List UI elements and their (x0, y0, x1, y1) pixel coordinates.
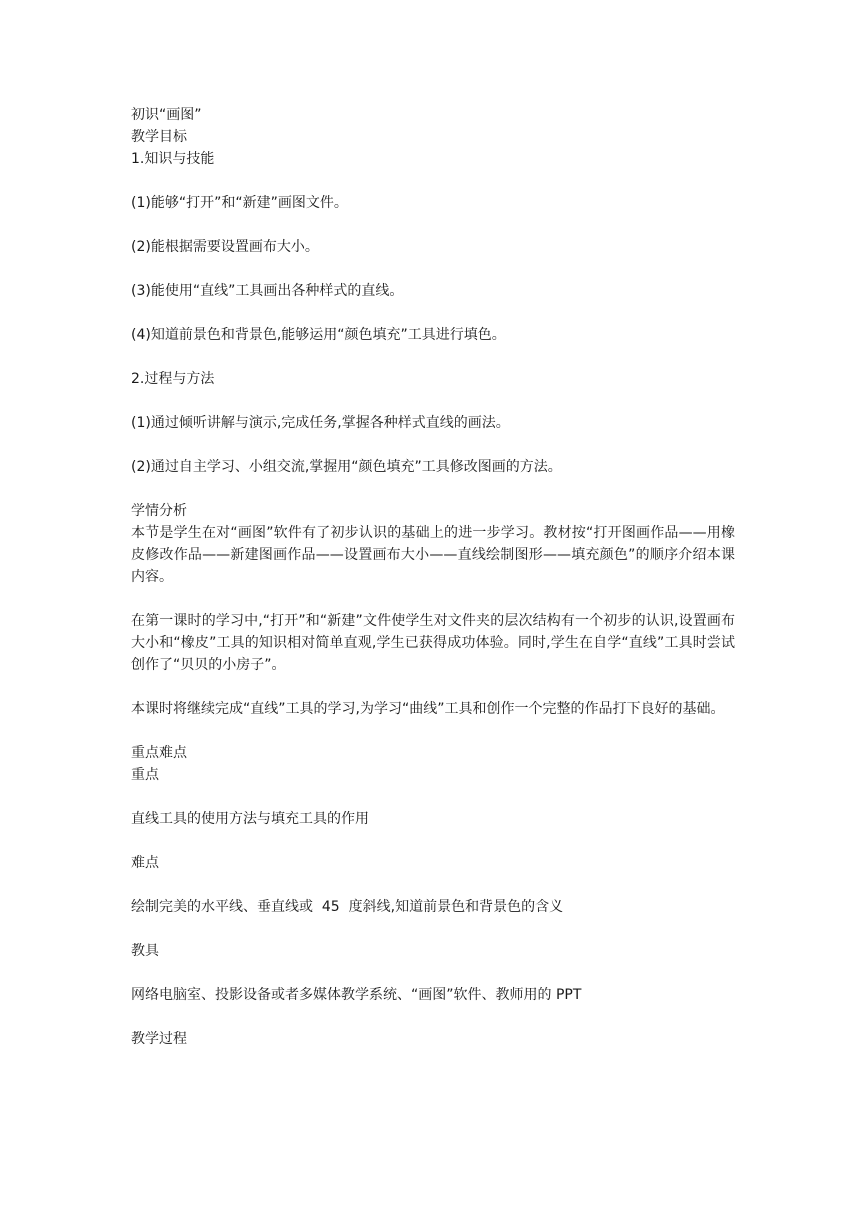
skill-item-4: (4)知道前景色和背景色,能够运用“颜色填充”工具进行填色。 (131, 327, 506, 343)
spacer (131, 720, 735, 742)
section-heading-analysis: 学情分析 (131, 503, 187, 519)
spacer (131, 786, 735, 808)
objective-heading-2: 2.过程与方法 (131, 371, 215, 387)
spacer (131, 588, 735, 610)
spacer (131, 874, 735, 896)
section-heading-key-points: 重点难点 (131, 745, 187, 761)
doc-title: 初识“画图” (131, 107, 202, 123)
objective-heading-1: 1.知识与技能 (131, 151, 215, 167)
spacer (131, 918, 735, 940)
key-point-label: 重点 (131, 767, 159, 783)
skill-item-1: (1)能够“打开”和“新建”画图文件。 (131, 195, 348, 211)
tools-label: 教具 (131, 943, 159, 959)
spacer (131, 390, 735, 412)
method-item-2: (2)通过自主学习、小组交流,掌握用“颜色填充”工具修改图画的方法。 (131, 459, 562, 475)
document-page (131, 104, 735, 1050)
section-heading-objectives: 教学目标 (131, 129, 187, 145)
spacer (131, 170, 735, 192)
skill-item-3: (3)能使用“直线”工具画出各种样式的直线。 (131, 283, 404, 299)
spacer (131, 302, 735, 324)
key-point-text: 直线工具的使用方法与填充工具的作用 (131, 811, 369, 827)
spacer (131, 478, 735, 500)
spacer (131, 676, 735, 698)
spacer (131, 214, 735, 236)
difficulty-text: 绘制完美的水平线、垂直线或 45 度斜线,知道前景色和背景色的含义 (131, 899, 564, 915)
difficulty-label: 难点 (131, 855, 159, 871)
spacer (131, 830, 735, 852)
spacer (131, 258, 735, 280)
tools-text: 网络电脑室、投影设备或者多媒体教学系统、“画图”软件、教师用的 PPT (131, 987, 582, 1003)
spacer (131, 434, 735, 456)
analysis-paragraph-3: 本课时将继续完成“直线”工具的学习,为学习“曲线”工具和创作一个完整的作品打下良好的基础。 (131, 701, 725, 717)
spacer (131, 962, 735, 984)
method-item-1: (1)通过倾听讲解与演示,完成任务,掌握各种样式直线的画法。 (131, 415, 510, 431)
spacer (131, 1006, 735, 1028)
process-label: 教学过程 (131, 1031, 187, 1047)
analysis-paragraph-1: 本节是学生在对“画图”软件有了初步认识的基础上的进一步学习。教材按“打开图画作品——用橡皮修改作品——新建图画作品——设置画布大小——直线绘制图形——填充颜色”的顺序介绍本课内容。 (131, 525, 735, 585)
analysis-paragraph-2: 在第一课时的学习中,“打开”和“新建”文件使学生对文件夹的层次结构有一个初步的认识,设置画布大小和“橡皮”工具的知识相对简单直观,学生已获得成功体验。同时,学生在自学“直线”工具时尝试创作了“贝贝的小房子”。 (131, 613, 735, 673)
skill-item-2: (2)能根据需要设置画布大小。 (131, 239, 319, 255)
spacer (131, 346, 735, 368)
